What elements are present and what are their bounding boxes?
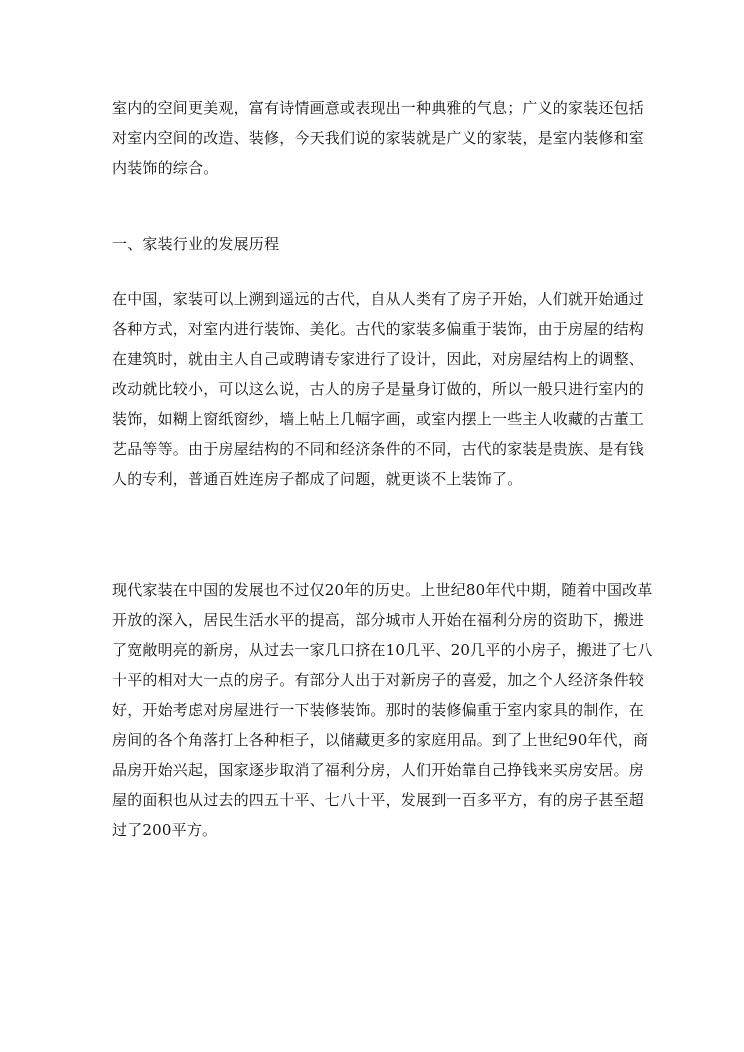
text-line: 内装饰的综合。 bbox=[112, 159, 219, 177]
text-line: 装饰，如糊上窗纸窗纱，墙上帖上几幅字画，或室内摆上一些主人收藏的古董工 bbox=[112, 410, 645, 428]
paragraph-2 bbox=[112, 284, 645, 494]
text-line: 各种方式，对室内进行装饰、美化。古代的家装多偏重于装饰，由于房屋的结构 bbox=[112, 320, 645, 338]
text-line: 过了200平方。 bbox=[112, 821, 218, 839]
text-line: 改动就比较小，可以这么说，古人的房子是量身订做的，所以一般只进行室内的 bbox=[112, 380, 645, 398]
text-line: 品房开始兴起，国家逐步取消了福利分房，人们开始靠自己挣钱来买房安居。房 bbox=[112, 761, 645, 779]
paragraph-3 bbox=[112, 575, 653, 845]
text-line: 在建筑时，就由主人自己或聘请专家进行了设计，因此，对房屋结构上的调整、 bbox=[112, 350, 645, 368]
text-line: 人的专利，普通百姓连房子都成了问题，就更谈不上装饰了。 bbox=[112, 470, 523, 488]
text-line: 十平的相对大一点的房子。有部分人出于对新房子的喜爱，加之个人经济条件较 bbox=[112, 671, 645, 689]
text-line: 对室内空间的改造、装修，今天我们说的家装就是广义的家装，是室内装修和室 bbox=[112, 129, 645, 147]
text-line: 好，开始考虑对房屋进行一下装修装饰。那时的装修偏重于室内家具的制作，在 bbox=[112, 701, 645, 719]
text-line: 艺品等等。由于房屋结构的不同和经济条件的不同，古代的家装是贵族、是有钱 bbox=[112, 440, 645, 458]
paragraph-1 bbox=[112, 93, 645, 183]
text-line: 室内的空间更美观，富有诗情画意或表现出一种典雅的气息；广义的家装还包括 bbox=[112, 99, 645, 117]
heading-text: 一、家装行业的发展历程 bbox=[112, 235, 280, 253]
section-heading bbox=[112, 229, 632, 259]
text-line: 现代家装在中国的发展也不过仅20年的历史。上世纪80年代中期，随着中国改革 bbox=[112, 581, 653, 599]
text-line: 房间的各个角落打上各种柜子，以储藏更多的家庭用品。到了上世纪90年代，商 bbox=[112, 731, 649, 749]
text-line: 屋的面积也从过去的四五十平、七八十平，发展到一百多平方，有的房子甚至超 bbox=[112, 791, 645, 809]
text-line: 在中国，家装可以上溯到遥远的古代，自从人类有了房子开始，人们就开始通过 bbox=[112, 290, 645, 308]
text-line: 了宽敞明亮的新房，从过去一家几口挤在10几平、20几平的小房子，搬进了七八 bbox=[112, 641, 653, 659]
text-line: 开放的深入，居民生活水平的提高，部分城市人开始在福利分房的资助下，搬进 bbox=[112, 611, 645, 629]
